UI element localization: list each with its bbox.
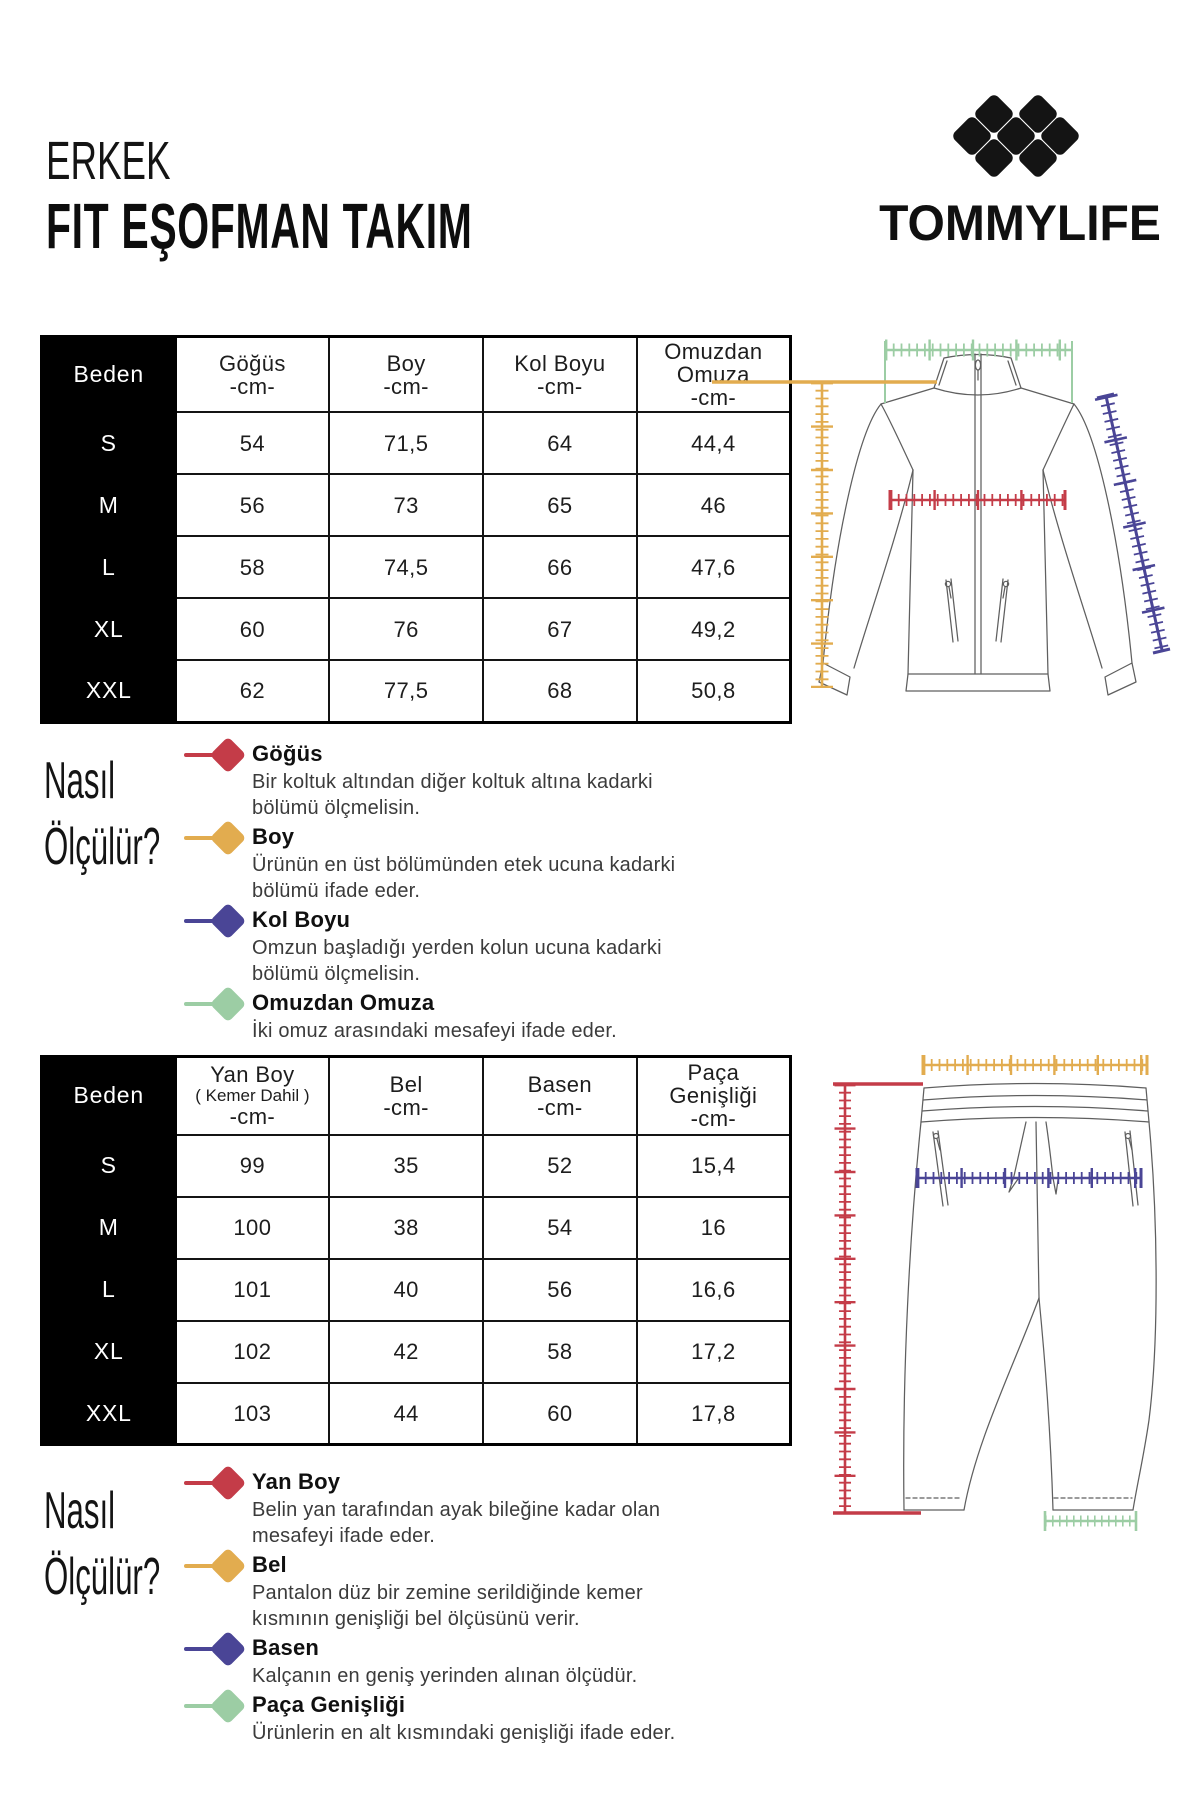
size-cell: XXL <box>42 1383 176 1445</box>
value-cell: 99 <box>176 1135 330 1197</box>
legend-title: Basen <box>252 1635 320 1660</box>
legend-title: Omuzdan Omuza <box>252 990 435 1015</box>
size-row <box>42 1197 791 1259</box>
value-cell: 66 <box>483 536 637 598</box>
legend-item <box>184 1636 724 1689</box>
brand-diamonds-icon <box>950 92 1090 184</box>
brand-logo <box>860 88 1180 251</box>
column-header: Bel -cm- <box>329 1057 483 1135</box>
value-cell: 50,8 <box>637 660 791 722</box>
value-cell: 47,6 <box>637 536 791 598</box>
column-header: Boy -cm- <box>329 337 483 413</box>
size-cell: S <box>42 412 176 474</box>
value-cell: 54 <box>483 1197 637 1259</box>
value-cell: 16,6 <box>637 1259 791 1321</box>
size-cell: L <box>42 1259 176 1321</box>
red-diamond-marker-icon <box>184 742 252 770</box>
legend-item <box>184 908 724 987</box>
size-row <box>42 1259 791 1321</box>
jacket-measure-legend <box>184 742 724 1048</box>
size-row <box>42 1321 791 1383</box>
legend-desc: Belin yan tarafından ayak bileğine kadar olan mesafeyi ifade eder. <box>252 1499 661 1547</box>
waist-ruler <box>923 1055 1147 1075</box>
page-title <box>46 131 712 262</box>
legend-item <box>184 1553 724 1632</box>
legend-title: Bel <box>252 1552 287 1577</box>
side-length-ruler <box>833 1084 923 1513</box>
brand-name: TOMMYLIFE <box>879 195 1161 251</box>
legend-item <box>184 1693 724 1746</box>
value-cell: 40 <box>329 1259 483 1321</box>
length-ruler <box>712 382 937 688</box>
value-cell: 16 <box>637 1197 791 1259</box>
measure-heading-line2: Ölçülür? <box>44 818 161 876</box>
legend-title: Yan Boy <box>252 1469 341 1494</box>
legend-title: Boy <box>252 824 295 849</box>
pants-outline <box>904 1084 1156 1511</box>
value-cell: 100 <box>176 1197 330 1259</box>
value-cell: 60 <box>483 1383 637 1445</box>
hip-ruler <box>917 1168 1141 1188</box>
value-cell: 38 <box>329 1197 483 1259</box>
column-header: Yan Boy ( Kemer Dahil ) -cm- <box>176 1057 330 1135</box>
value-cell: 17,8 <box>637 1383 791 1445</box>
title-line-gender: ERKEK <box>46 131 171 191</box>
pants-size-table <box>40 1055 792 1446</box>
value-cell: 54 <box>176 412 330 474</box>
size-cell: L <box>42 536 176 598</box>
legend-desc: Ürünlerin en alt kısmındaki genişliği ifade eder. <box>252 1722 676 1744</box>
measure-heading-line2: Ölçülür? <box>44 1548 161 1606</box>
value-cell: 62 <box>176 660 330 722</box>
legend-desc: Omzun başladığı yerden kolun ucuna kadarki bölümü ölçmelisin. <box>252 937 662 985</box>
legend-item <box>184 1470 724 1549</box>
legend-item <box>184 742 724 821</box>
size-row <box>42 598 791 660</box>
chest-ruler <box>890 490 1065 510</box>
red-diamond-marker-icon <box>184 1470 252 1498</box>
title-line-product: FIT EŞOFMAN TAKIM <box>46 190 473 262</box>
value-cell: 73 <box>329 474 483 536</box>
size-cell: XL <box>42 1321 176 1383</box>
value-cell: 46 <box>637 474 791 536</box>
sleeve-ruler <box>1097 394 1170 653</box>
size-row <box>42 1135 791 1197</box>
size-row <box>42 536 791 598</box>
value-cell: 77,5 <box>329 660 483 722</box>
legend-title: Paça Genişliği <box>252 1692 406 1717</box>
value-cell: 74,5 <box>329 536 483 598</box>
green-diamond-marker-icon <box>184 991 252 1019</box>
legend-desc: Kalçanın en geniş yerinden alınan ölçüdür. <box>252 1665 638 1687</box>
column-header: Göğüs -cm- <box>176 337 330 413</box>
legend-item <box>184 825 724 904</box>
column-header: Paça Genişliği -cm- <box>637 1057 791 1135</box>
gold-diamond-marker-icon <box>184 1553 252 1581</box>
value-cell: 58 <box>176 536 330 598</box>
column-header: Beden <box>42 337 176 413</box>
value-cell: 49,2 <box>637 598 791 660</box>
value-cell: 68 <box>483 660 637 722</box>
legend-desc: Ürünün en üst bölümünden etek ucuna kadarki bölümü ifade eder. <box>252 854 676 902</box>
measure-heading-line1: Nasıl <box>44 1482 116 1540</box>
size-row <box>42 1383 791 1445</box>
legend-title: Göğüs <box>252 741 323 766</box>
value-cell: 35 <box>329 1135 483 1197</box>
value-cell: 60 <box>176 598 330 660</box>
value-cell: 76 <box>329 598 483 660</box>
legend-title: Kol Boyu <box>252 907 351 932</box>
value-cell: 17,2 <box>637 1321 791 1383</box>
legend-desc: İki omuz arasındaki mesafeyi ifade eder. <box>252 1020 617 1042</box>
size-cell: XXL <box>42 660 176 722</box>
measure-heading-line1: Nasıl <box>44 752 116 810</box>
value-cell: 44 <box>329 1383 483 1445</box>
jacket-outline <box>819 354 1136 695</box>
pants-measure-legend <box>184 1470 724 1750</box>
size-cell: M <box>42 1197 176 1259</box>
column-header: Basen -cm- <box>483 1057 637 1135</box>
gold-diamond-marker-icon <box>184 825 252 853</box>
value-cell: 56 <box>176 474 330 536</box>
value-cell: 65 <box>483 474 637 536</box>
value-cell: 15,4 <box>637 1135 791 1197</box>
size-row <box>42 412 791 474</box>
legend-desc: Pantalon düz bir zemine serildiğinde kemer kısmının genişliği bel ölçüsünü verir. <box>252 1582 643 1630</box>
column-header: Kol Boyu -cm- <box>483 337 637 413</box>
hem-width-ruler <box>1045 1511 1136 1531</box>
green-diamond-marker-icon <box>184 1693 252 1721</box>
value-cell: 102 <box>176 1321 330 1383</box>
legend-desc: Bir koltuk altından diğer koltuk altına kadarki bölümü ölçmelisin. <box>252 771 653 819</box>
jacket-line-drawing <box>700 330 1180 720</box>
value-cell: 44,4 <box>637 412 791 474</box>
column-header: Omuzdan Omuza -cm- <box>637 337 791 413</box>
size-cell: M <box>42 474 176 536</box>
size-row <box>42 474 791 536</box>
pants-line-drawing <box>700 1040 1180 1540</box>
legend-item <box>184 991 724 1044</box>
value-cell: 42 <box>329 1321 483 1383</box>
value-cell: 67 <box>483 598 637 660</box>
size-cell: S <box>42 1135 176 1197</box>
value-cell: 101 <box>176 1259 330 1321</box>
header-row <box>42 1057 791 1135</box>
column-header: Beden <box>42 1057 176 1135</box>
jacket-size-table <box>40 335 792 724</box>
value-cell: 52 <box>483 1135 637 1197</box>
value-cell: 103 <box>176 1383 330 1445</box>
value-cell: 56 <box>483 1259 637 1321</box>
header-row <box>42 337 791 413</box>
value-cell: 71,5 <box>329 412 483 474</box>
size-row <box>42 660 791 722</box>
value-cell: 58 <box>483 1321 637 1383</box>
value-cell: 64 <box>483 412 637 474</box>
purple-diamond-marker-icon <box>184 908 252 936</box>
size-cell: XL <box>42 598 176 660</box>
purple-diamond-marker-icon <box>184 1636 252 1664</box>
